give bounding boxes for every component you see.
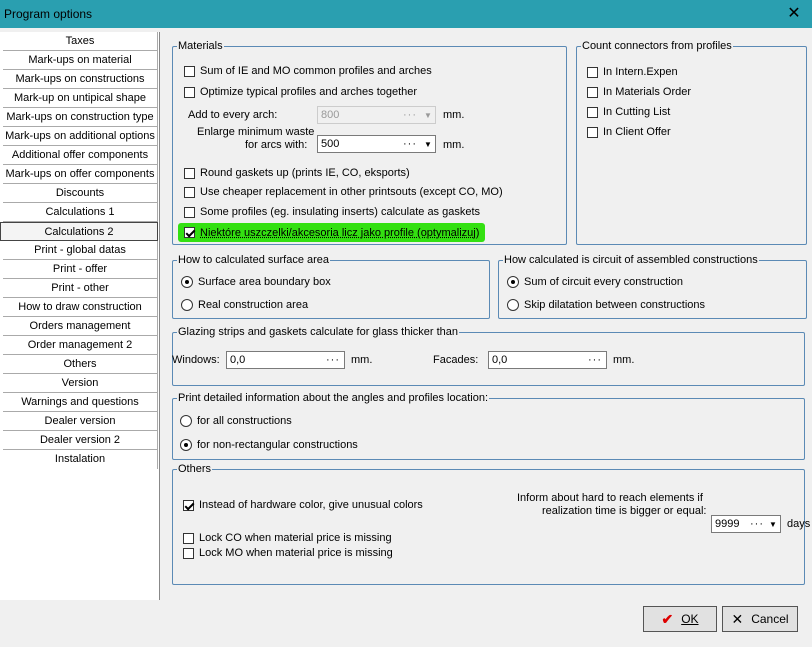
checkbox-box[interactable] [184,168,195,179]
cutting-list-checkbox[interactable] [587,106,670,118]
profiles-as-gaskets-checkbox[interactable] [184,206,480,218]
facades-value[interactable]: 0,0 [492,354,508,366]
chevron-down-icon[interactable]: ▼ [424,139,432,149]
enlarge-waste-label: Enlarge minimum waste [197,126,315,138]
sidebar-item-additional-offer-components[interactable]: Additional offer components [3,146,158,165]
sidebar-item-taxes[interactable]: Taxes [3,32,158,51]
niektore-checkbox[interactable] [178,223,485,242]
sidebar-item-orders-management[interactable]: Orders management [3,317,158,336]
ok-button[interactable] [643,606,717,632]
cheaper-replacement-checkbox[interactable] [184,186,503,198]
add-every-arch-unit: mm. [443,109,465,121]
cancel-button[interactable] [722,606,798,632]
count-connectors-title: Count connectors from profiles [582,40,732,52]
sidebar-item-markups-construction-type[interactable]: Mark-ups on construction type [3,108,158,127]
circuit-title: How calculated is circuit of assembled constructions [504,254,758,266]
materials-group [172,40,567,245]
checkbox-box[interactable] [183,533,194,544]
cheaper-replacement-label: Use cheaper replacement in other printsouts (except CO, MO) [200,186,503,198]
all-constructions-label: for all constructions [197,415,292,427]
surface-area-group [172,254,490,319]
others-title: Others [178,463,212,475]
enlarge-waste-value[interactable]: 500 [321,138,340,150]
all-constructions-radio[interactable] [180,415,292,427]
sidebar-item-print-offer[interactable]: Print - offer [3,260,158,279]
inform-days-input[interactable] [711,515,781,533]
sidebar-item-markup-untipical-shape[interactable]: Mark-up on untipical shape [3,89,158,108]
checkbox-box-checked[interactable] [184,227,195,238]
check-icon: ✔ [661,610,674,627]
circuit-group [498,254,807,319]
add-every-arch-value: 800 [321,109,340,121]
radio-dot[interactable] [181,299,193,311]
enlarge-waste-unit: mm. [443,139,465,151]
windows-unit: mm. [351,354,373,366]
optimize-typical-checkbox[interactable] [184,86,417,98]
title-bar [0,0,812,28]
count-connectors-group [576,40,807,245]
sidebar-item-markups-material[interactable]: Mark-ups on material [3,51,158,70]
round-gaskets-label: Round gaskets up (prints IE, CO, eksports) [200,167,410,179]
enlarge-waste-label-2: for arcs with: [245,139,308,151]
checkbox-box-checked[interactable] [183,500,194,511]
ellipsis-icon[interactable]: ··· [588,354,602,366]
optimize-typical-label: Optimize typical profiles and arches together [200,86,418,98]
sidebar-item-others[interactable]: Others [3,355,158,374]
skip-dilatation-radio[interactable] [507,299,705,311]
sum-circuit-radio[interactable] [507,276,683,288]
inform-label: Inform about hard to reach elements if [517,492,703,504]
glazing-group [172,326,805,386]
checkbox-box[interactable] [587,67,598,78]
chevron-down-icon[interactable]: ▼ [769,519,777,529]
sidebar-item-markups-constructions[interactable]: Mark-ups on constructions [3,70,158,89]
radio-dot[interactable] [507,299,519,311]
close-icon[interactable]: ✕ [787,5,801,22]
skip-dilatation-label: Skip dilatation between constructions [524,299,705,311]
checkbox-box[interactable] [587,87,598,98]
lock-co-checkbox[interactable] [183,532,392,544]
facades-label: Facades: [433,354,479,366]
inform-days-value[interactable]: 9999 [715,518,740,530]
facades-input[interactable] [488,351,607,369]
lock-mo-label: Lock MO when material price is missing [199,547,393,559]
facades-unit: mm. [613,354,635,366]
non-rectangular-label: for non-rectangular constructions [197,439,358,451]
lock-co-label: Lock CO when material price is missing [199,532,392,544]
checkbox-box[interactable] [184,207,195,218]
glazing-title: Glazing strips and gaskets calculate for glass thicker than [178,326,459,338]
windows-value[interactable]: 0,0 [230,354,246,366]
ellipsis-icon[interactable]: ··· [750,518,764,530]
print-detailed-title: Print detailed information about the angles and profiles location: [178,392,489,404]
cutting-list-label: In Cutting List [603,106,671,118]
ellipsis-icon[interactable]: ··· [403,138,417,150]
sidebar-item-markups-additional-options[interactable]: Mark-ups on additional options [3,127,158,146]
round-gaskets-checkbox[interactable] [184,167,410,179]
surface-boundary-label: Surface area boundary box [198,276,331,288]
sidebar-item-calculations-1[interactable]: Calculations 1 [3,203,158,222]
surface-boundary-radio[interactable] [181,276,331,288]
windows-input[interactable] [226,351,345,369]
add-every-arch-label: Add to every arch: [188,109,278,121]
sidebar-item-order-management-2[interactable]: Order management 2 [3,336,158,355]
sum-ie-mo-label: Sum of IE and MO common profiles and arches [200,65,432,77]
sidebar-item-dealer-version-2[interactable]: Dealer version 2 [3,431,158,450]
niektore-label: Niektóre uszczelki/akcesoria licz jako profile (optymalizuj) [200,226,480,239]
sidebar-item-print-global-datas[interactable]: Print - global datas [3,241,158,260]
ellipsis-icon[interactable]: ··· [326,354,340,366]
radio-dot-checked[interactable] [181,276,193,288]
materials-group-title: Materials [178,40,223,52]
checkbox-box[interactable] [184,66,195,77]
dialog-body [0,28,812,647]
options-category-list [0,32,160,600]
unusual-colors-checkbox[interactable] [183,499,423,511]
materials-order-label: In Materials Order [603,86,692,98]
add-every-arch-input [317,106,436,124]
sidebar-item-dealer-version[interactable]: Dealer version [3,412,158,431]
real-area-radio[interactable] [181,299,308,311]
chevron-down-icon: ▼ [424,110,432,120]
non-rectangular-radio[interactable] [180,439,358,451]
sidebar-item-discounts[interactable]: Discounts [3,184,158,203]
checkbox-box[interactable] [183,548,194,559]
client-offer-label: In Client Offer [603,126,671,138]
radio-dot-checked[interactable] [180,439,192,451]
client-offer-checkbox[interactable] [587,126,671,138]
enlarge-waste-input[interactable] [317,135,436,153]
window-title: Program options [4,7,93,21]
checkbox-box[interactable] [587,127,598,138]
sidebar-item-version[interactable]: Version [3,374,158,393]
print-detailed-group [172,392,805,460]
others-group [172,463,811,585]
real-area-label: Real construction area [198,299,309,311]
inform-days-unit: days [787,518,811,530]
profiles-as-gaskets-label: Some profiles (eg. insulating inserts) calculate as gaskets [200,206,481,218]
checkbox-box[interactable] [184,87,195,98]
sidebar-item-how-to-draw-construction[interactable]: How to draw construction [3,298,158,317]
x-icon: ✕ [731,610,744,627]
sidebar-item-markups-offer-components[interactable]: Mark-ups on offer components [3,165,158,184]
ok-label: OK [681,612,699,626]
intern-expen-label: In Intern.Expen [603,66,678,78]
checkbox-box[interactable] [184,187,195,198]
intern-expen-checkbox[interactable] [587,66,678,78]
windows-label: Windows: [172,354,220,366]
inform-label-2: realization time is bigger or equal: [542,505,707,517]
checkbox-box[interactable] [587,107,598,118]
radio-dot-checked[interactable] [507,276,519,288]
sidebar-item-calculations-2[interactable]: Calculations 2 [0,222,158,241]
lock-mo-checkbox[interactable] [183,547,393,559]
materials-order-checkbox[interactable] [587,86,691,98]
sidebar-item-instalation[interactable]: Instalation [3,450,158,469]
sum-ie-mo-checkbox[interactable] [184,65,432,77]
ellipsis-icon: ··· [403,109,417,121]
radio-dot[interactable] [180,415,192,427]
unusual-colors-label: Instead of hardware color, give unusual colors [199,499,423,511]
sum-circuit-label: Sum of circuit every construction [524,276,683,288]
cancel-label: Cancel [751,612,789,626]
sidebar-item-warnings-questions[interactable]: Warnings and questions [3,393,158,412]
surface-area-title: How to calculated surface area [178,254,330,266]
sidebar-item-print-other[interactable]: Print - other [3,279,158,298]
